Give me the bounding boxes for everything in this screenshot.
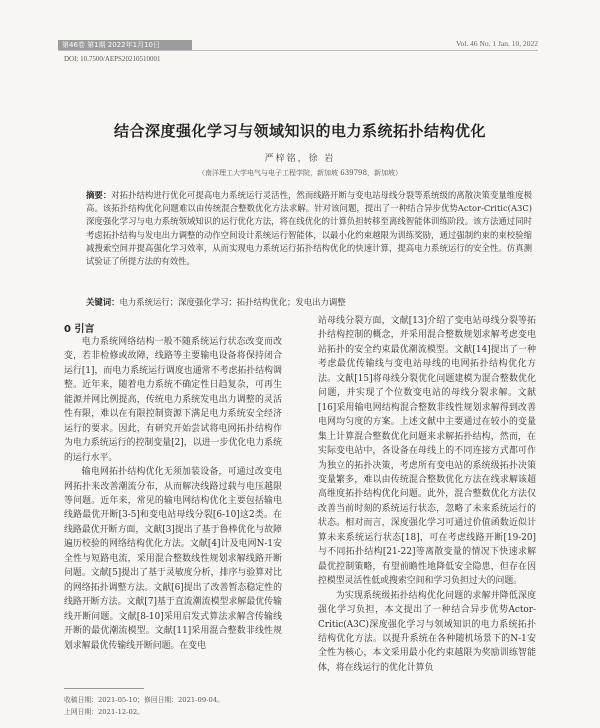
- keywords-text: 电力系统运行；深度强化学习；拓扑结构优化；发电出力调整: [119, 297, 346, 307]
- abstract: [86, 189, 532, 268]
- affiliation: （南洋理工大学电气与电子工程学院，新加坡 639798，新加坡）: [198, 169, 402, 177]
- footnote-received: 收稿日期：2021-05-10；修回日期：2021-09-04。: [64, 696, 224, 704]
- paragraph: 电力系统网络结构一般不随系统运行状态改变而改变，若非检修或故障，线路等主要输电设备将保持闭合运行[1]，而电力系统运行调度也通常不考虑拓扑结构调整。近年来，随着电力系统不确定性日趋复杂，可再生能源并网比例提高，传统电力系统发电出力调整的灵活性有限，难以在有限控制资源下满足电力系统安全经济运行的要求。因此，有研究开始尝试将电网拓扑结构作为电力系统运行的控制变量[2]，以进一步优化电力系统的运行水平。: [64, 337, 282, 463]
- footnote-online: 上网日期：2021-12-02。: [64, 708, 144, 716]
- left-column: [64, 335, 282, 653]
- journal-issue-band: 第46卷 第1期 2022年1月10日: [58, 40, 192, 50]
- header-rule: [58, 50, 538, 51]
- doi[interactable]: DOI: 10.7500/AEPS20210510001: [64, 55, 161, 63]
- paragraph: 输电网拓扑结构优化无须加装设备，可通过改变电网拓扑来改善潮流分布，从而解决线路过载与电压越限等问题。近年来，常见的输电网结构优化主要包括输电线路最优开断[3-5]和变电站母线分裂[6-10]这2类。在线路最优开断方面，文献[3]提出了基于鲁棒优化与故障遍历校验的网络结构优化方法。文献[4]计及电网N-1安全性与短路电流，采用混合整数线性规划求解线路开断问题。文献[5]提出了基于灵敏度分析，排序与验算对比的网络拓扑调整方法。文献[6]提出了改善暂态稳定性的线路开断方法。文献[7]基于直流潮流模型求解最优传输线开断问题。文献[8-10]采用启发式算法求解含传输线开断的最优潮流模型。文献[11]采用混合整数非线性规划求解最优传输线开断问题。在变电: [64, 467, 282, 651]
- keywords-label: 关键词：: [86, 297, 120, 307]
- journal-volume-en: Vol. 46 No. 1 Jan. 10, 2022: [456, 39, 538, 48]
- abstract-label: 摘要：: [86, 190, 112, 200]
- abstract-text: 对拓扑结构进行优化可提高电力系统运行灵活性，然而线路开断与变电站母线分裂等系统级的离散决策变量维度极高。该拓扑结构优化问题难以由传统混合整数优化方法求解。针对该问题，提出了一种结合异步优势Actor-Critic(A3C)深度强化学习与电力系统领域知识的运行优化方法，将在线优化的计算负担转移至离线智能体训练阶段。该方法通过同时考虑拓扑结构与发电出力调整的动作空间设计系统运行智能体，以最小化约束越限为训练奖励，通过强制约束的束校验缩减搜索空间并提高强化学习效率，从而实现电力系统运行拓扑结构优化的快速计算，提高电力系统运行的安全性。仿真测试验证了所提方法的有效性。: [86, 190, 532, 267]
- footnote-rule: [64, 688, 144, 689]
- section-heading-introduction: 0 引言: [64, 324, 95, 335]
- paragraph: 站母线分裂方面，文献[13]介绍了变电站母线分裂等拓扑结构控制的概念，并采用混合整数规划求解考虑变电站拓扑的安全约束最优潮流模型。文献[14]提出了一种考虑最优传输线与变电站母线的电网拓扑结构优化方法。文献[15]将母线分裂优化问题建模为混合整数优化问题，并实现了个位数变电站的母线分裂求解。文献[16]采用输电网结构混合整数非线性规划求解得到改善电网均匀度的方案。上述文献中主要通过在较小的变量集上计算混合整数优化问题来求解拓扑结构，然而，在实际变电站中，各设备在母线上的不同连接方式都可作为独立的拓扑决策，考虑所有变电站的系统级拓扑决策变量繁多，难以由传统混合整数优化方法在线求解该超高维度拓扑结构优化问题。此外，混合整数优化方法仅改善当前时刻的系统运行状态，忽略了未来系统运行的状态。相对而言，深度强化学习可通过价值函数近似计算未来系统运行状态[18]，可在考虑线路开断[19-20]与不同拓扑结构[21-22]等离散变量的情况下快速求解最优控制策略，有望前瞻性地降低安全隐患，但存在因控模型灵活性低或搜索空间和学习负担过大的问题。: [318, 316, 536, 587]
- paragraph: 为实现系统级拓扑结构优化问题的求解并降低深度强化学习负担，本文提出了一种结合异步优势Actor-Critic(A3C)深度强化学习与领域知识的电力系统拓扑结构优化方法。以提升系统在各种随机场景下的N-1安全性为核心，本文采用最小化约束越限为奖励训练智能体，将在线运行的优化计算负: [318, 590, 536, 673]
- authors: 严梓铭，徐 岩: [264, 154, 336, 164]
- keywords: [86, 296, 532, 308]
- paper-title: 结合深度强化学习与领域知识的电力系统拓扑结构优化: [113, 122, 486, 140]
- right-column: [318, 314, 536, 675]
